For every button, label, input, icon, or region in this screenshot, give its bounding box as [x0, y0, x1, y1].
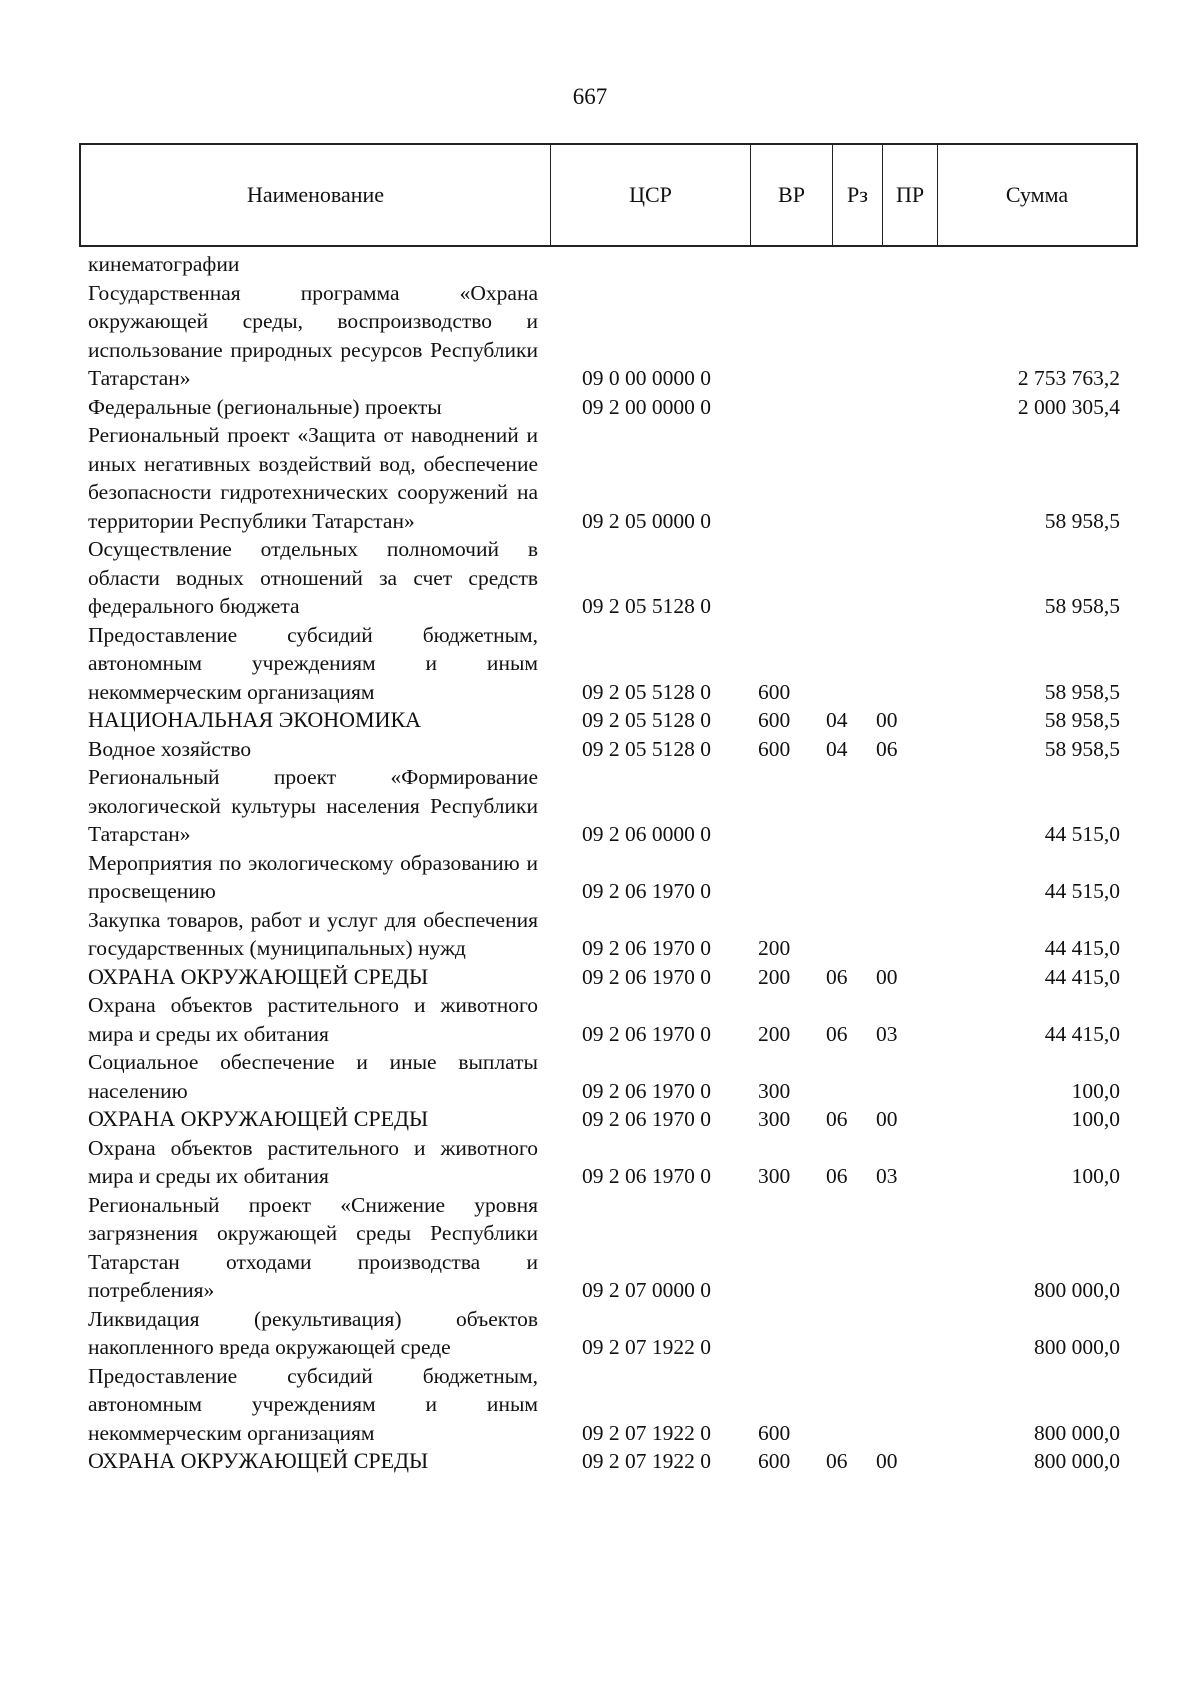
cell-rz: 06 — [826, 964, 848, 989]
cell-csr: 09 2 05 5128 0 — [582, 679, 711, 704]
cell-sum: 100,0 — [1071, 1107, 1120, 1131]
table-row — [88, 1048, 1128, 1105]
table-row — [88, 393, 1128, 422]
table-row — [88, 1191, 1128, 1305]
cell-name: Закупка товаров, работ и услуг для обеспечения государственных (муниципальных) нужд — [88, 907, 538, 960]
header-csr: ЦСР — [551, 145, 751, 245]
table-row — [88, 706, 1128, 735]
table-row — [88, 1305, 1128, 1362]
cell-sum: 800 000,0 — [1034, 1449, 1120, 1473]
cell-csr: 09 2 00 0000 0 — [582, 394, 711, 419]
cell-vr: 600 — [758, 1449, 791, 1473]
cell-pr: 03 — [876, 1164, 898, 1188]
header-sum: Сумма — [1005, 182, 1069, 207]
table-row — [88, 1134, 1128, 1191]
cell-name: ОХРАНА ОКРУЖАЮЩЕЙ СРЕДЫ — [88, 963, 429, 989]
cell-name: НАЦИОНАЛЬНАЯ ЭКОНОМИКА — [88, 707, 422, 732]
cell-sum: 58 958,5 — [1044, 594, 1120, 618]
cell-vr: 300 — [758, 1078, 791, 1103]
cell-sum: 44 415,0 — [1044, 1021, 1120, 1046]
cell-sum: 44 415,0 — [1044, 936, 1120, 960]
cell-csr: 09 2 06 1970 0 — [582, 1078, 711, 1103]
cell-pr: 00 — [876, 1107, 898, 1131]
cell-sum: 800 000,0 — [1034, 1335, 1120, 1359]
cell-sum: 58 958,5 — [1044, 508, 1120, 533]
cell-name: Ликвидация (рекультивация) объектов накопленного вреда окружающей среде — [88, 1306, 538, 1359]
cell-sum: 44 415,0 — [1044, 964, 1120, 989]
cell-vr: 600 — [758, 1420, 791, 1445]
cell-name: Региональный проект «Формирование экологической культуры населения Республики Татарстан» — [88, 765, 538, 846]
cell-rz: 06 — [826, 1164, 848, 1188]
table-row — [88, 906, 1128, 963]
table-row — [88, 1447, 1128, 1476]
cell-rz: 06 — [826, 1449, 848, 1473]
cell-name: Региональный проект «Защита от наводнений и иных негативных воздействий вод, обеспечение безопасности гидротехнических сооружений на территории Республики Татарстан» — [88, 423, 538, 533]
cell-name: Социальное обеспечение и иные выплаты населению — [88, 1050, 538, 1103]
cell-rz: 06 — [826, 1021, 848, 1046]
cell-sum: 800 000,0 — [1034, 1278, 1120, 1302]
cell-name: Охрана объектов растительного и животного мира и среды их обитания — [88, 993, 538, 1046]
cell-name: Федеральные (региональные) проекты — [88, 394, 442, 419]
table-row — [88, 1105, 1128, 1134]
cell-pr: 03 — [876, 1021, 898, 1046]
cell-sum: 58 958,5 — [1044, 708, 1120, 732]
table-row — [88, 421, 1128, 535]
cell-name: Региональный проект «Снижение уровня загрязнения окружающей среды Республики Татарстан отходами производства и потребления» — [88, 1192, 538, 1302]
cell-sum: 58 958,5 — [1044, 679, 1120, 704]
cell-csr: 09 2 05 5128 0 — [582, 736, 711, 761]
cell-rz: 04 — [826, 736, 848, 761]
cell-vr: 200 — [758, 964, 791, 989]
cell-name: Предоставление субсидий бюджетным, автономным учреждениям и иным некоммерческим организациям — [88, 622, 538, 704]
cell-sum: 44 515,0 — [1044, 822, 1120, 846]
cell-name: ОХРАНА ОКРУЖАЮЩЕЙ СРЕДЫ — [88, 1448, 429, 1473]
cell-csr: 09 0 00 0000 0 — [582, 366, 711, 390]
cell-rz: 06 — [826, 1107, 848, 1131]
cell-pr: 00 — [876, 1449, 898, 1473]
cell-csr: 09 2 05 5128 0 — [582, 594, 711, 618]
cell-name: Охрана объектов растительного и животного мира и среды их обитания — [88, 1135, 538, 1188]
cell-name: ОХРАНА ОКРУЖАЮЩЕЙ СРЕДЫ — [88, 1106, 429, 1131]
cell-sum: 2 753 763,2 — [1017, 366, 1120, 390]
cell-name: Осуществление отдельных полномочий в области водных отношений за счет средств федерального бюджета — [88, 537, 538, 618]
table-row — [88, 963, 1128, 992]
cell-csr: 09 2 06 1970 0 — [582, 879, 711, 903]
table-row — [88, 991, 1128, 1048]
cell-csr: 09 2 07 0000 0 — [582, 1278, 711, 1302]
cell-name: Мероприятия по экологическому образованию и просвещению — [88, 850, 538, 903]
cell-rz: 04 — [826, 708, 848, 732]
cell-sum: 2 000 305,4 — [1017, 394, 1120, 419]
table-row — [88, 763, 1128, 849]
cell-sum: 100,0 — [1071, 1164, 1120, 1188]
table-row — [88, 849, 1128, 906]
table-row — [88, 535, 1128, 621]
table-body — [88, 250, 1128, 1476]
table-row — [88, 621, 1128, 707]
header-name: Наименование — [81, 145, 551, 245]
table-row — [88, 735, 1128, 764]
cell-name: Предоставление субсидий бюджетным, автономным учреждениям и иным некоммерческим организациям — [88, 1363, 538, 1445]
table-header — [79, 143, 1138, 247]
header-pr: ПР — [883, 145, 938, 245]
cell-sum: 100,0 — [1071, 1078, 1120, 1103]
cell-csr: 09 2 05 5128 0 — [582, 708, 711, 732]
cell-csr: 09 2 05 0000 0 — [582, 508, 711, 533]
cell-vr: 300 — [758, 1164, 791, 1188]
cell-csr: 09 2 07 1922 0 — [582, 1335, 711, 1359]
cell-vr: 600 — [758, 708, 791, 732]
header-rz: Рз — [833, 145, 883, 245]
header-vr: ВР — [751, 145, 833, 245]
cell-pr: 00 — [876, 708, 898, 732]
cell-name: Водное хозяйство — [88, 736, 252, 761]
cell-sum: 58 958,5 — [1044, 736, 1120, 761]
cell-name: кинематографии — [88, 252, 240, 276]
cell-vr: 300 — [758, 1107, 791, 1131]
cell-pr: 00 — [876, 964, 898, 989]
cell-vr: 600 — [758, 679, 791, 704]
cell-csr: 09 2 07 1922 0 — [582, 1420, 711, 1445]
cell-sum: 800 000,0 — [1034, 1420, 1120, 1445]
cell-pr: 06 — [876, 736, 898, 761]
table-row — [88, 250, 1128, 279]
cell-vr: 600 — [758, 736, 791, 761]
cell-vr: 200 — [758, 1021, 791, 1046]
cell-csr: 09 2 07 1922 0 — [582, 1449, 711, 1473]
page-number: 667 — [572, 84, 608, 109]
cell-csr: 09 2 06 1970 0 — [582, 1107, 711, 1131]
table-row — [88, 1362, 1128, 1448]
cell-csr: 09 2 06 1970 0 — [582, 1164, 711, 1188]
cell-vr: 200 — [758, 936, 791, 960]
cell-csr: 09 2 06 1970 0 — [582, 964, 711, 989]
table-row — [88, 279, 1128, 393]
cell-csr: 09 2 06 0000 0 — [582, 822, 711, 846]
cell-name: Государственная программа «Охрана окружающей среды, воспроизводство и использование природных ресурсов Республики Татарстан» — [88, 280, 538, 390]
cell-sum: 44 515,0 — [1044, 879, 1120, 903]
cell-csr: 09 2 06 1970 0 — [582, 1021, 711, 1046]
cell-csr: 09 2 06 1970 0 — [582, 936, 711, 960]
